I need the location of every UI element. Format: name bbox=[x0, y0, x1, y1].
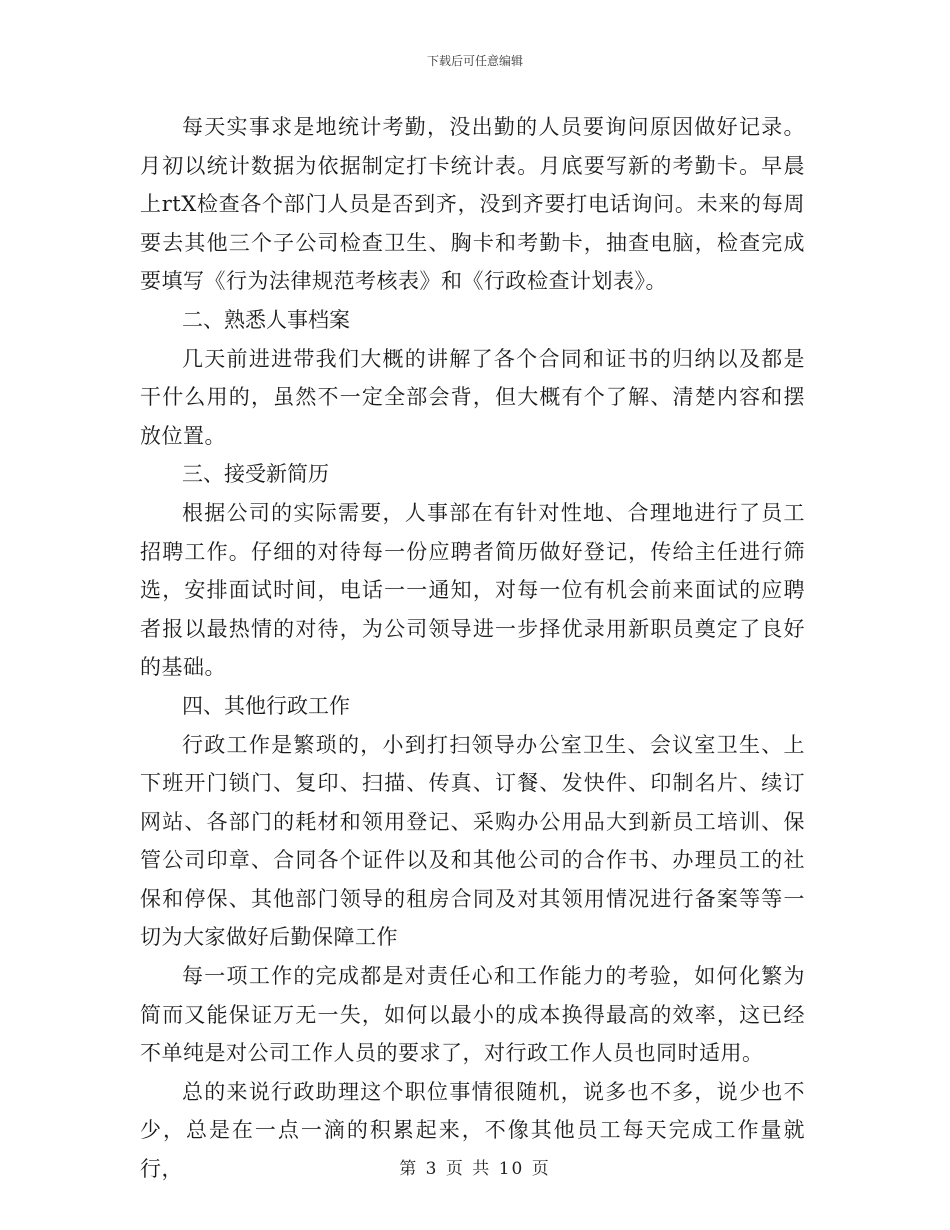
paragraph-summary: 总的来说行政助理这个职位事情很随机，说多也不多，说少也不少，总是在一点一滴的积累起来，不像其他员工每天完成工作量就行， bbox=[140, 1079, 805, 1182]
page-footer: 第 3 页 共 10 页 bbox=[399, 1159, 551, 1179]
section-heading-resumes: 三、接受新简历 bbox=[182, 462, 329, 487]
page-header: 下载后可任意编辑 bbox=[426, 54, 523, 68]
section-heading-other-admin: 四、其他行政工作 bbox=[182, 693, 350, 718]
paragraph-responsibility: 每一项工作的完成都是对责任心和工作能力的考验，如何化繁为简而又能保证万无一失，如何以最小的成本换得最高的效率，这已经不单纯是对公司工作人员的要求了，对行政工作人员也同时适用。 bbox=[140, 964, 805, 1066]
paragraph-resumes: 根据公司的实际需要，人事部在有针对性地、合理地进行了员工招聘工作。仔细的对待每一份应聘者简历做好登记，传给主任进行筛选，安排面试时间，电话一一通知，对每一位有机会前来面试的应聘者报以最热情的对待，为公司领导进一步择优录用新职员奠定了良好的基础。 bbox=[140, 500, 805, 680]
document-body bbox=[140, 108, 805, 1189]
paragraph-attendance: 每天实事求是地统计考勤，没出勤的人员要询问原因做好记录。月初以统计数据为依据制定打卡统计表。月底要写新的考勤卡。早晨上rtX检查各个部门人员是否到齐，没到齐要打电话询问。未来的每周要去其他三个子公司检查卫生、胸卡和考勤卡，抽查电脑，检查完成要填写《行为法律规范考核表》和《行政检查计划表》。 bbox=[140, 115, 805, 294]
section-heading-personnel-files: 二、熟悉人事档案 bbox=[182, 307, 350, 332]
paragraph-personnel-files: 几天前进进带我们大概的讲解了各个合同和证书的归纳以及都是干什么用的，虽然不一定全部会背，但大概有个了解、清楚内容和摆放位置。 bbox=[140, 346, 805, 448]
paragraph-other-admin: 行政工作是繁琐的，小到打扫领导办公室卫生、会议室卫生、上下班开门锁门、复印、扫描、传真、订餐、发快件、印制名片、续订网站、各部门的耗材和领用登记、采购办公用品大到新员工培训、保管公司印章、合同各个证件以及和其他公司的合作书、办理员工的社保和停保、其他部门领导的租房合同及对其领用情况进行备案等等一切为大家做好后勤保障工作 bbox=[140, 732, 805, 950]
